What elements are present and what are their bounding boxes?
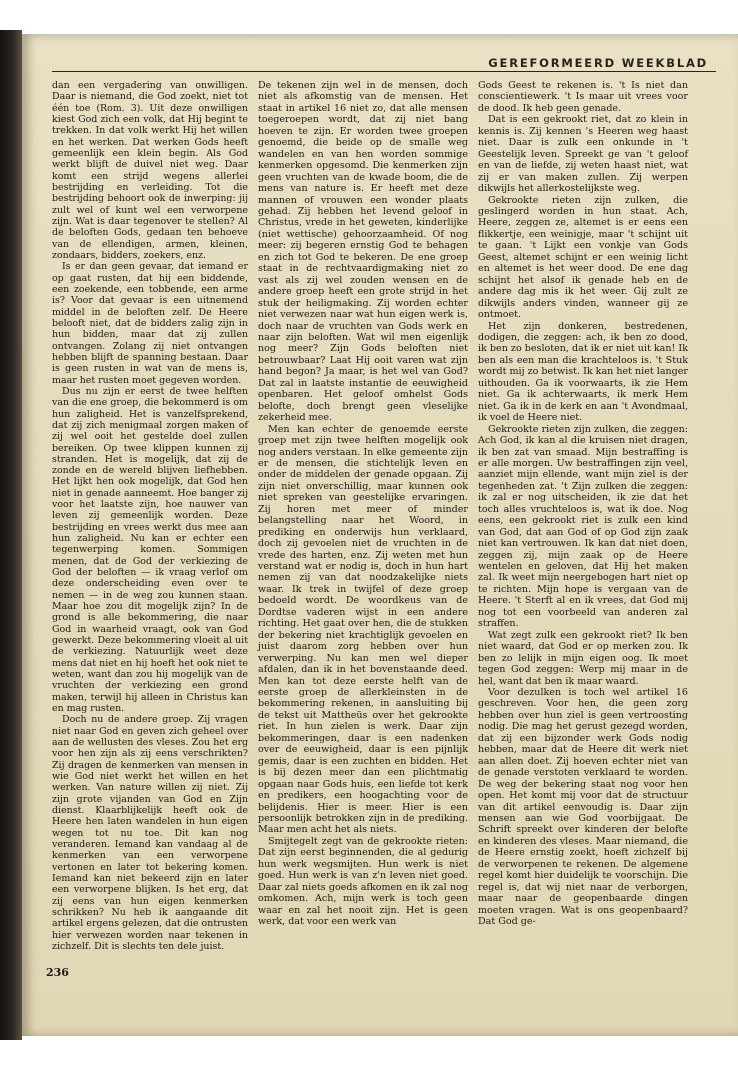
scan-bottom-margin	[22, 1036, 738, 1068]
paragraph: De tekenen zijn wel in de mensen, doch niet als afkomstig van de mensen. Het staat in artikel 16 niet zo, dat alle mensen toegeroepen wordt, dat zij niet bang hoeven te zijn. Er worden twee groepen genoemd, die beide op de smalle weg wandelen en van hen worden sommige kenmerken opgesomd. Die kenmerken zijn geen vruchten van de kwade boom, die de mens van nature is. Er heeft met deze mannen of vrouwen een wonder plaats gehad. Zij hebben het levend geloof in Christus, vrede in het geweten, kinderlijke (niet wettische) gehoorzaamheid. Of nog meer: zij begeren ernstig God te behagen en zich tot God te bekeren. De ene groep staat in de rechtvaardigmaking niet zo vast als zij wel zouden wensen en de andere groep heeft een grote strijd in het stuk der heiligmaking. Zij worden echter niet verwezen naar wat hun eigen werk is, doch naar de vruchten van Gods werk en naar zijn beloften. Wat wil men eigenlijk nog meer? Zijn Gods beloften niet betrouwbaar? Laat Hij ooit varen wat zijn hand begon? Ja maar, is het wel van God? Dat zal in laatste instantie de eeuwigheid openbaren. Het geloof omhelst Gods belofte, doch brengt geen vleselijke zekerheid mee.	[258, 80, 468, 424]
running-header: GEREFORMEERD WEEKBLAD	[488, 56, 708, 70]
text-column-1	[52, 80, 248, 952]
paragraph: Is er dan geen gevaar, dat iemand er op gaat rusten, dat hij een biddende, een zoekende, een tobbende, een arme is? Voor dat gevaar is een uitnemend middel in de beloften zelf. De Heere belooft niet, dat de bidders zalig zijn in hun bidden, maar dat zij zullen ontvangen. Zolang zij niet ontvangen hebben blijft de spanning bestaan. Daar is geen rusten in wat van de mens is, maar het rusten moet gegeven worden.	[52, 261, 248, 386]
paragraph: Men kan echter de genoemde eerste groep met zijn twee helften mogelijk ook nog anders verstaan. In elke gemeente zijn er de mensen, die stichtelijk leven en onder de middelen der genade opgaan. Zij zijn niet onverschillig, maar kunnen ook niet spreken van geestelijke ervaringen. Zij horen met meer of minder belangstelling naar het Woord, in prediking en onderwijs hun verklaard, doch zij gevoelen niet de vruchten in de vrede des harten, enz. Zij weten met hun verstand wat er nodig is, doch in hun hart nemen zij van dat noodzakelijke niets waar. Ik trek in twijfel of deze groep bedoeld wordt. De woordkeus van de Dordtse vaderen wijst in een andere richting. Het gaat over hen, die de stukken der bekering niet krachtiglijk gevoelen en juist daarom zorg hebben over hun verwerping. Nu kan men wel dieper afdalen, dan ik in het bovenstaande deed. Men kan tot deze eerste helft van de eerste groep de allerkleinsten in de bekommering rekenen, in aansluiting bij de tekst uit Mattheüs over het gekrookte riet. In hun zielen is werk. Daar zijn bekommeringen, daar is een nadenken over de eeuwigheid, daar is een pijnlijk gemis, daar is een zuchten en bidden. Het is bij dezen meer dan een plichtmatig opgaan naar Gods huis, een liefde tot kerk en predikers, een hoogachting voor de belijdenis. Hier is meer. Hier is een persoonlijk betrokken zijn in de prediking. Maar men acht het als niets.	[258, 423, 468, 836]
paragraph: Het zijn donkeren, bestredenen, dodigen, die zeggen: ach, ik ben zo dood, ik ben zo besloten, dat ik er niet uit kan! Ik ben als een man die krachteloos is. 't Stuk wordt mij zo betwist. Ik kan het niet langer uithouden. Ga ik voorwaarts, ik zie Hem niet. Ga ik achterwaarts, ik merk Hem niet. Ga ik in de kerk en aan 't Avondmaal, ik voel de Heere niet.	[478, 320, 688, 424]
paragraph: Gekrookte rieten zijn zulken, die geslingerd worden in hun staat. Ach, Heere, zeggen ze, altemet is er eens een flikkertje, een weinigje, maar 't schijnt uit te gaan. 't Lijkt een vonkje van Gods Geest, altemet schijnt er een weinig licht en altemet is het weer dood. De ene dag schijnt het alsof ik genade heb en de andere dag mis ik het weer. Gij zult ze dikwijls anders vinden, wanneer gij ze ontmoet.	[478, 194, 688, 321]
text-column-3	[478, 80, 688, 928]
page-number: 236	[46, 966, 69, 979]
paragraph: Dus nu zijn er eerst de twee helften van die ene groep, die bekommerd is om hun zaligheid. Het is vanzelfsprekend, dat zij zich menigmaal zorgen maken of zij wel ooit het gestelde doel zullen bereiken. Op twee klippen kunnen zij stranden. Het is mogelijk, dat zij de zonde en de wereld blijven liefhebben. Het lijkt hen ook mogelijk, dat God hen niet in genade aanneemt. Hoe banger zij voor het laatste zijn, hoe nauwer van leven zij gemeenlijk worden. Deze bestrijding en vrees werkt dus mee aan hun zaligheid. Nu kan er echter een tegenwerping komen. Sommigen menen, dat de God der verkiezing de God der beloften — ik vraag verlof om deze onderscheiding even over te nemen — in de weg zou kunnen staan. Maar hoe zou dit mogelijk zijn? In de grond is alle bekommering, die naar God in waarheid vraagt, ook van God gewerkt. Deze bekommering vloeit al uit de verkiezing. Natuurlijk weet deze mens dat niet en hij hoeft het ook niet te weten, want dan zou hij mogelijk van de vruchten der verkiezing een grond maken, terwijl hij alleen in Christus kan en mag rusten.	[52, 385, 248, 715]
paragraph: Gods Geest te rekenen is. 't Is niet dan conscientiewerk. 't Is maar uit vrees voor de dood. Ik heb geen genade.	[478, 80, 688, 114]
scan-top-margin	[0, 0, 738, 34]
paragraph: Gekrookte rieten zijn zulken, die zeggen: Ach God, ik kan al die kruisen niet dragen, ik ben zat van smaad. Mijn bestraffing is er alle morgen. Uw bestraffingen zijn veel, aanziet mijn ellende, want mijn ziel is der tegenheden zat. 't Zijn zulken die zeggen: ik zal er nog uitscheiden, ik zie dat het toch alles vruchteloos is, wat ik doe. Nog eens, een gekrookt riet is zulk een kind van God, dat aan God of op God zijn zaak niet kan vertrouwen. Ik kan dat niet doen, zeggen zij, mijn zaak op de Heere wentelen en geloven, dat Hij het maken zal. Ik weet mijn neergebogen hart niet op te richten. Mijn hope is vergaan van de Heere. 't Sterft al en ik vrees, dat God mij nog tot een voorbeeld van anderen zal straffen.	[478, 423, 688, 630]
paragraph: Doch nu de andere groep. Zij vragen niet naar God en geven zich geheel over aan de wellusten des vleses. Zou het erg voor hen zijn als zij eens verschrikten? Zij dragen de kenmerken van mensen in wie God niet werkt het willen en het werken. Van nature willen zij niet. Zij zijn grote vijanden van God en Zijn dienst. Klaarblijkelijk heeft ook de Heere hen laten wandelen in hun eigen wegen tot nu toe. Dit kan nog veranderen. Iemand kan vandaag al de kenmerken van een verworpene vertonen en later tot bekering komen. Iemand kan niet bekeerd zijn en later een verworpene blijken. Is het erg, dat zij eens van hun eigen kenmerken schrikken? Nu heb ik aangaande dit artikel ergens gelezen, dat die ontrusten hier verwezen worden naar tekenen in zichzelf. Dit is slechts ten dele juist.	[52, 714, 248, 952]
paragraph: Dat is een gekrookt riet, dat zo klein in kennis is. Zij kennen 's Heeren weg haast niet. Daar is zulk een onkunde in 't Geestelijk leven. Spreekt ge van 't geloof en van de liefde, zij weten haast niet, wat zij er van maken zullen. Zij werpen dikwijls het allerkostelijkste weg.	[478, 114, 688, 195]
book-binding-edge	[0, 30, 22, 1040]
text-column-2	[258, 80, 468, 928]
paragraph: dan een vergadering van onwilligen. Daar is niemand, die God zoekt, niet tot één toe (Rom. 3). Uit deze onwilligen kiest God zich een volk, dat Hij begint te trekken. In dat volk werkt Hij het willen en het werken. Dat werken Gods heeft gemeenlijk een klein begin. Als God werkt blijft de duivel niet weg. Daar komt een strijd wegens allerlei bestrijding en verleiding. Tot die bestrijding behoort ook de inwerping: jij zult wel of kunt wel een verworpene zijn. Wat is daar tegenover te stellen? Al de beloften Gods, gedaan ten behoeve van de ellendigen, armen, kleinen, zondaars, bidders, zoekers, enz.	[52, 80, 248, 261]
header-rule	[52, 71, 716, 72]
paragraph: Wat zegt zulk een gekrookt riet? Ik ben niet waard, dat God er op merken zou. Ik ben zo lelijk in mijn eigen oog. Ik moet tegen God zeggen: Werp mij maar in de hel, want dat ben ik maar waard.	[478, 629, 688, 687]
paragraph: Voor dezulken is toch wel artikel 16 geschreven. Voor hen, die geen zorg hebben over hun ziel is geen vertroosting nodig. Die mag het gerust gezegd worden, dat zij een bijzonder werk Gods nodig hebben, maar dat de Heere dit werk niet aan allen doet. Zij hoeven echter niet van de genade verstoten verklaard te worden. De weg der bekering staat nog voor hen open. Het komt mij voor dat de structuur van dit artikel eenvoudig is. Daar zijn mensen aan wie God voorbijgaat. De Schrift spreekt over kinderen der belofte en kinderen des vleses. Maar niemand, die de Heere ernstig zoekt, hoeft zichzelf bij de verworpenen te rekenen. De algemene regel komt hier duidelijk te voorschijn. Die regel is, dat wij niet naar de verborgen, maar naar de geopenbaarde dingen moeten vragen. Wat is ons geopenbaard? Dat God ge-	[478, 687, 688, 928]
paragraph: Smijtegelt zegt van de gekrookte rieten: Dat zijn eerst beginnenden, die al gedurig hun werk wegsmijten. Hun werk is niet goed. Hun werk is van z'n leven niet goed. Daar zal niets goeds afkomen en ik zal nog omkomen. Ach, mijn werk is toch geen waar en zal het nooit zijn. Het is geen werk, dat voor een werk van	[258, 835, 468, 928]
